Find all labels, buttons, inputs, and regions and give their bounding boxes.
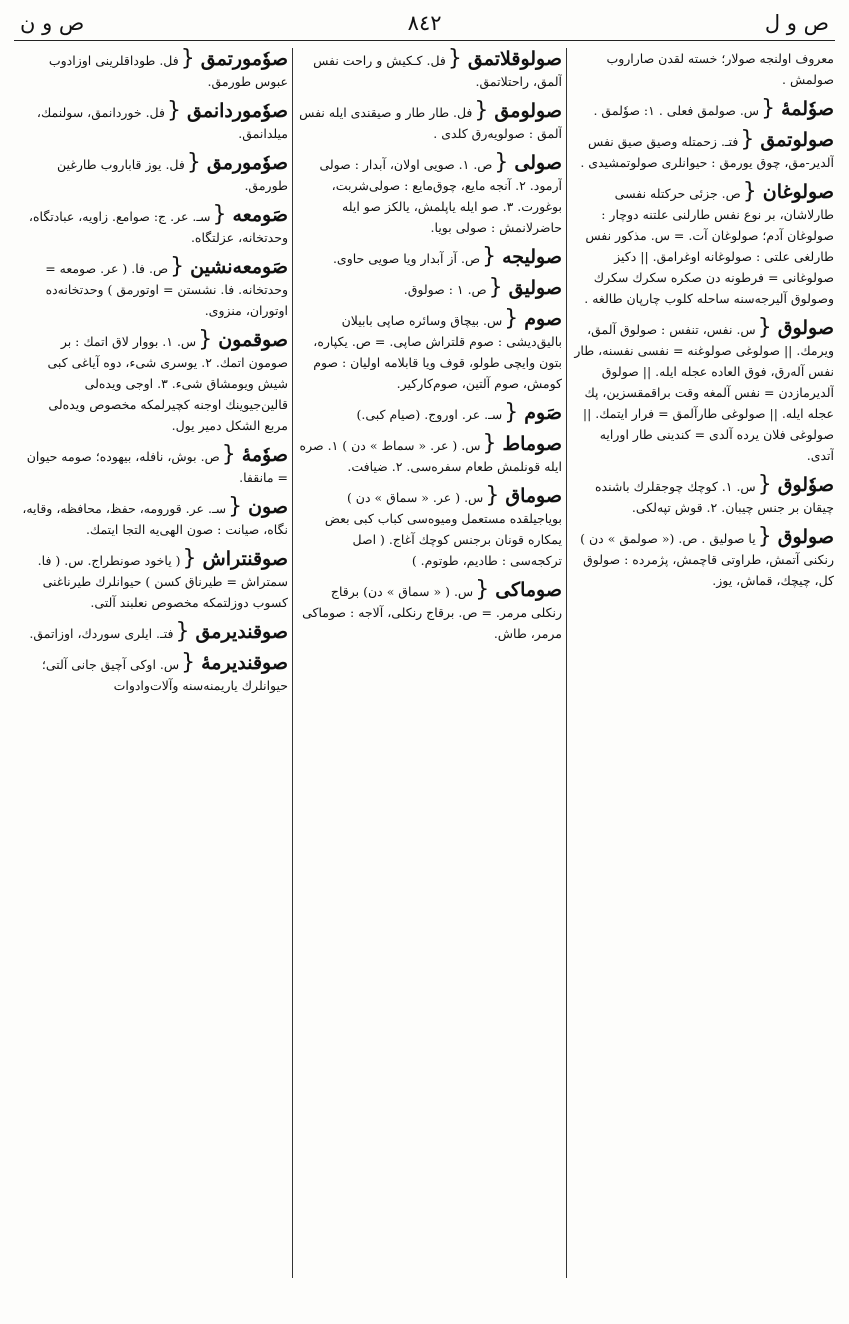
brace-icon: { xyxy=(761,96,776,121)
brace-icon: { xyxy=(485,483,500,508)
running-head xyxy=(20,6,829,40)
dictionary-entry xyxy=(22,204,288,248)
brace-icon: { xyxy=(740,127,755,152)
dictionary-entry xyxy=(298,48,562,92)
brace-icon: { xyxy=(475,577,490,602)
entry-headword: صوقنتراش xyxy=(202,548,288,570)
entry-definition: ص. بوش، نافله، بیهوده؛ صومه حیوان = مانقفا. xyxy=(26,449,288,485)
dictionary-entry xyxy=(22,329,288,436)
dictionary-entry xyxy=(22,152,288,196)
dictionary-entry xyxy=(22,256,288,321)
entry-headword: صوقمون xyxy=(218,329,288,351)
entry-definition: ص. آز آبدار ویا صویی حاوی. xyxy=(332,251,481,266)
column-left xyxy=(22,48,288,1278)
column-middle xyxy=(298,48,562,1278)
entry-definition: ص. جزئی حرکتله نفسی طارلاشان، بر نوع نفس طارلنی علتنه دوچار : صولوغان آدم؛ صولوغان آت. = س. مذکور نفس طارلغی علتی : صولوغانه اوغرامق. || دکیز صولوغانی = فرطونه دن صکره سکرك سکرك وصولوق آلیرجه‌سنه ساحله کلوب چارپان طالغه . xyxy=(584,186,834,306)
brace-icon: { xyxy=(167,98,182,123)
dictionary-entry xyxy=(22,444,288,488)
entry-headword: صولوقلاتمق xyxy=(467,48,562,70)
dictionary-entry xyxy=(298,402,562,425)
dictionary-entry xyxy=(22,100,288,144)
dictionary-entry xyxy=(298,100,562,144)
brace-icon: { xyxy=(482,431,497,456)
entry-headword: صوماکی xyxy=(495,579,562,601)
entry-definition: س. بیچاق وسائره صاپی بابیلان بالیق‌دیشی : صوم قلتراش صاپی. = ص. یکپاره، بتون وایچی طولو، قوف ویا قابلامه اولیان : صوم کومش، صوم آلتین، صوم‌کارکیر. xyxy=(313,313,562,391)
brace-icon: { xyxy=(504,400,519,425)
entry-headword: صوٗمورتمق xyxy=(200,48,288,70)
dictionary-entry xyxy=(298,246,562,269)
entry-definition: س. ( « سماق » دن) برقاج رنکلی مرمر. = ص. برقاج رنکلی، آلاجه : صوماکی مرمر، طاش. xyxy=(302,584,562,641)
entry-definition: س. ( عر. « سماط » دن ) ١. صره ایله قونلمش طعام سفره‌سی. ٢. ضیافت. xyxy=(299,438,562,474)
header-rule xyxy=(14,40,835,41)
entry-definition: ص. ١ : صولوق. xyxy=(403,282,487,297)
dictionary-entry xyxy=(572,526,834,591)
entry-headword: صولوغان xyxy=(762,181,834,203)
brace-icon: { xyxy=(757,472,772,497)
entry-headword: صولیق xyxy=(508,277,562,299)
entry-definition: ( یاخود صونطراج. س. ( فا. سمتراش = طیرناق کسن ) حیوانلرك طیرناغنی کسوب دوزلتمکه مخصوص نعلبند آلتی. xyxy=(37,553,288,610)
dictionary-entry xyxy=(22,48,288,92)
entry-definition: س. صولمق فعلی . ١: صوٗلمق . xyxy=(593,103,760,118)
brace-icon: { xyxy=(474,98,489,123)
dictionary-entry xyxy=(298,579,562,644)
brace-icon: { xyxy=(181,650,196,675)
dictionary-entry xyxy=(572,181,834,309)
column-divider xyxy=(292,48,293,1278)
brace-icon: { xyxy=(182,546,197,571)
dictionary-entry xyxy=(572,98,834,121)
dictionary-entry xyxy=(298,308,562,394)
dictionary-entry xyxy=(22,496,288,540)
brace-icon: { xyxy=(447,48,462,71)
brace-icon: { xyxy=(757,524,772,549)
dictionary-entry xyxy=(572,317,834,466)
brace-icon: { xyxy=(228,494,243,519)
brace-icon: { xyxy=(180,48,195,71)
entry-definition: س. ١. بووار لاق اتمك : بر صومون اتمك. ٢. یوسری شیء، دوه آیاغی کبی شیش ویومشاق شیء. ٣. اوجی ویده‌لی قالین‌جیوینك اوجنه کچیرلمکه مخصوص ویده‌لی مربع الشکل دمیر یول. xyxy=(47,334,288,433)
entry-definition: معروف اولنجه صولار؛ خسته لقدن صاراروب صولمش . xyxy=(606,51,834,87)
entry-headword: صوقندیرمهٔ xyxy=(201,652,288,674)
entry-headword: صوم xyxy=(524,308,562,330)
entry-headword: صولوق xyxy=(777,317,834,339)
entry-headword: صوٗلوق xyxy=(777,474,834,496)
entry-headword: صوٗموردانمق xyxy=(187,100,288,122)
entry-headword: صولوتمق xyxy=(760,129,834,151)
entry-headword: صوٗلمهٔ xyxy=(781,98,834,120)
entry-headword: صولومق xyxy=(494,100,562,122)
entry-definition: سـ. عر. قورومه، حفظ، محافظه، وقایه، نگاه، صیانت : صون الهی‌یه التجا ایتمك. xyxy=(22,501,288,537)
entry-headword: صَومعه xyxy=(232,204,288,226)
column-divider xyxy=(566,48,567,1278)
dictionary-entry xyxy=(22,652,288,696)
entry-definition: ص. فا. ( عر. صومعه = وحدتخانه. فا. نشستن = اوتورمق ) وحدتخانه‌ده اوتوران، منزوی. xyxy=(45,261,288,318)
dictionary-entry xyxy=(298,485,562,571)
brace-icon: { xyxy=(198,327,213,352)
entry-headword: صوماط xyxy=(502,433,562,455)
entry-headword: صولیجه xyxy=(502,246,562,268)
dictionary-entry xyxy=(298,152,562,238)
entry-definition: س. اوکی آچیق جانی آلتی؛ حیوانلرك یاریمنه‌سنه وآلات‌وادوات xyxy=(41,657,288,693)
dictionary-entry xyxy=(572,129,834,173)
entry-headword: صوماق xyxy=(505,485,562,507)
entry-definition: فل. یوز قابار‌وب طارغین طورمق. xyxy=(57,157,288,193)
header-left-letters: ص و ن xyxy=(20,11,85,35)
brace-icon: { xyxy=(221,442,236,467)
dictionary-entry xyxy=(572,474,834,518)
entry-definition: فتـ. ایلری سوردك، اوزاتمق. xyxy=(29,626,174,641)
entry-headword: صوٗمهٔ xyxy=(241,444,288,466)
entry-definition: فتـ. زحمتله وصیق صیق نفس آلدیر-مق، چوق یورمق : حیوانلری صولوتمشیدی . xyxy=(580,134,834,170)
dictionary-entry xyxy=(572,48,834,90)
entry-headword: صون xyxy=(248,496,288,518)
brace-icon: { xyxy=(170,254,185,279)
entry-headword: صولی xyxy=(514,152,562,174)
entry-definition: فل. کـکیش و راحت نفس آلمق، راحتلاتمق. xyxy=(313,53,562,89)
brace-icon: { xyxy=(757,315,772,340)
brace-icon: { xyxy=(482,244,497,269)
entry-headword: صوقندیرمق xyxy=(195,621,288,643)
entry-definition: فل. خوردانمق، سولنمك، میلدانمق. xyxy=(36,105,288,141)
brace-icon: { xyxy=(504,306,519,331)
entry-definition: سـ. عر. ج: صوامع. زاویه، عبادتگاه، وحدتخانه، عزلتگاه. xyxy=(28,209,288,245)
dictionary-entry xyxy=(298,277,562,300)
brace-icon: { xyxy=(742,179,757,204)
brace-icon: { xyxy=(186,150,201,175)
header-right-letters: ص و ل xyxy=(764,11,829,35)
brace-icon: { xyxy=(494,150,509,175)
brace-icon: { xyxy=(488,275,503,300)
page-number: ٨٤٢ xyxy=(407,11,442,35)
dictionary-entry xyxy=(298,433,562,477)
dictionary-entry xyxy=(22,621,288,644)
entry-definition: ص. ١. صویی اولان، آبدار : صولی آرمود. ٢. آنجه مایع، چوق‌مایع : صولی‌شربت، بوغورت. ٣. صو ایله یاپلمش، یالکز صو ایله حاضرلانمش : صولی بویا. xyxy=(319,157,562,235)
entry-headword: صولوق xyxy=(777,526,834,548)
entry-definition: فل. طار طار و صیقندی ایله نفس آلمق : صولویه‌رق کلدی . xyxy=(299,105,562,141)
entry-headword: صَومعه‌نشین xyxy=(190,256,288,278)
column-right xyxy=(572,48,834,1278)
entry-definition: یا صولیق . ص. (« صولمق » دن ) رنکنی آتمش، طراوتی قاچمش، پژمرده : صولوق کل، چیچك، قماش، یوز. xyxy=(580,531,834,588)
entry-definition: فل. طوداقلرینی اوزادوب عبوس طورمق. xyxy=(48,53,288,89)
brace-icon: { xyxy=(212,202,227,227)
entry-definition: س. نفس، تنفس : صولوق آلمق، ویرمك. || صولوغی صولوغنه = نفسی نفسنه، طار نفس آله‌رق، فوق العاده عجله ایله. || صولوق آلدیرمازدن = نفس آلمغه وقت براقمقسزین، پك عجله ایله. || صولوغی طارآلمق = فرار ایتمك. || صولوغی فلان یرده آلدی = کندینی طار اورایه آتدی. xyxy=(574,322,834,463)
dictionary-entry xyxy=(22,548,288,613)
entry-definition: س. ( عر. « سماق » دن ) بویاجیلقده مستعمل ومیوه‌سی کباب کبی بعض یمکاره قونان برجنس کوچك آغاج. ( اصل ترکجه‌سی : طادیم، طوتوم. ) xyxy=(324,490,562,568)
entry-headword: صَوم xyxy=(524,402,562,424)
entry-definition: س. ١. کوچك چوجقلرك باشنده چیقان بر جنس چیبان. ٢. قوش تپه‌لکی. xyxy=(594,479,834,515)
entry-definition: سـ. عر. اوروج. (صیام کبی.) xyxy=(356,407,503,422)
brace-icon: { xyxy=(175,619,190,644)
entry-headword: صوٗمورمق xyxy=(206,152,288,174)
